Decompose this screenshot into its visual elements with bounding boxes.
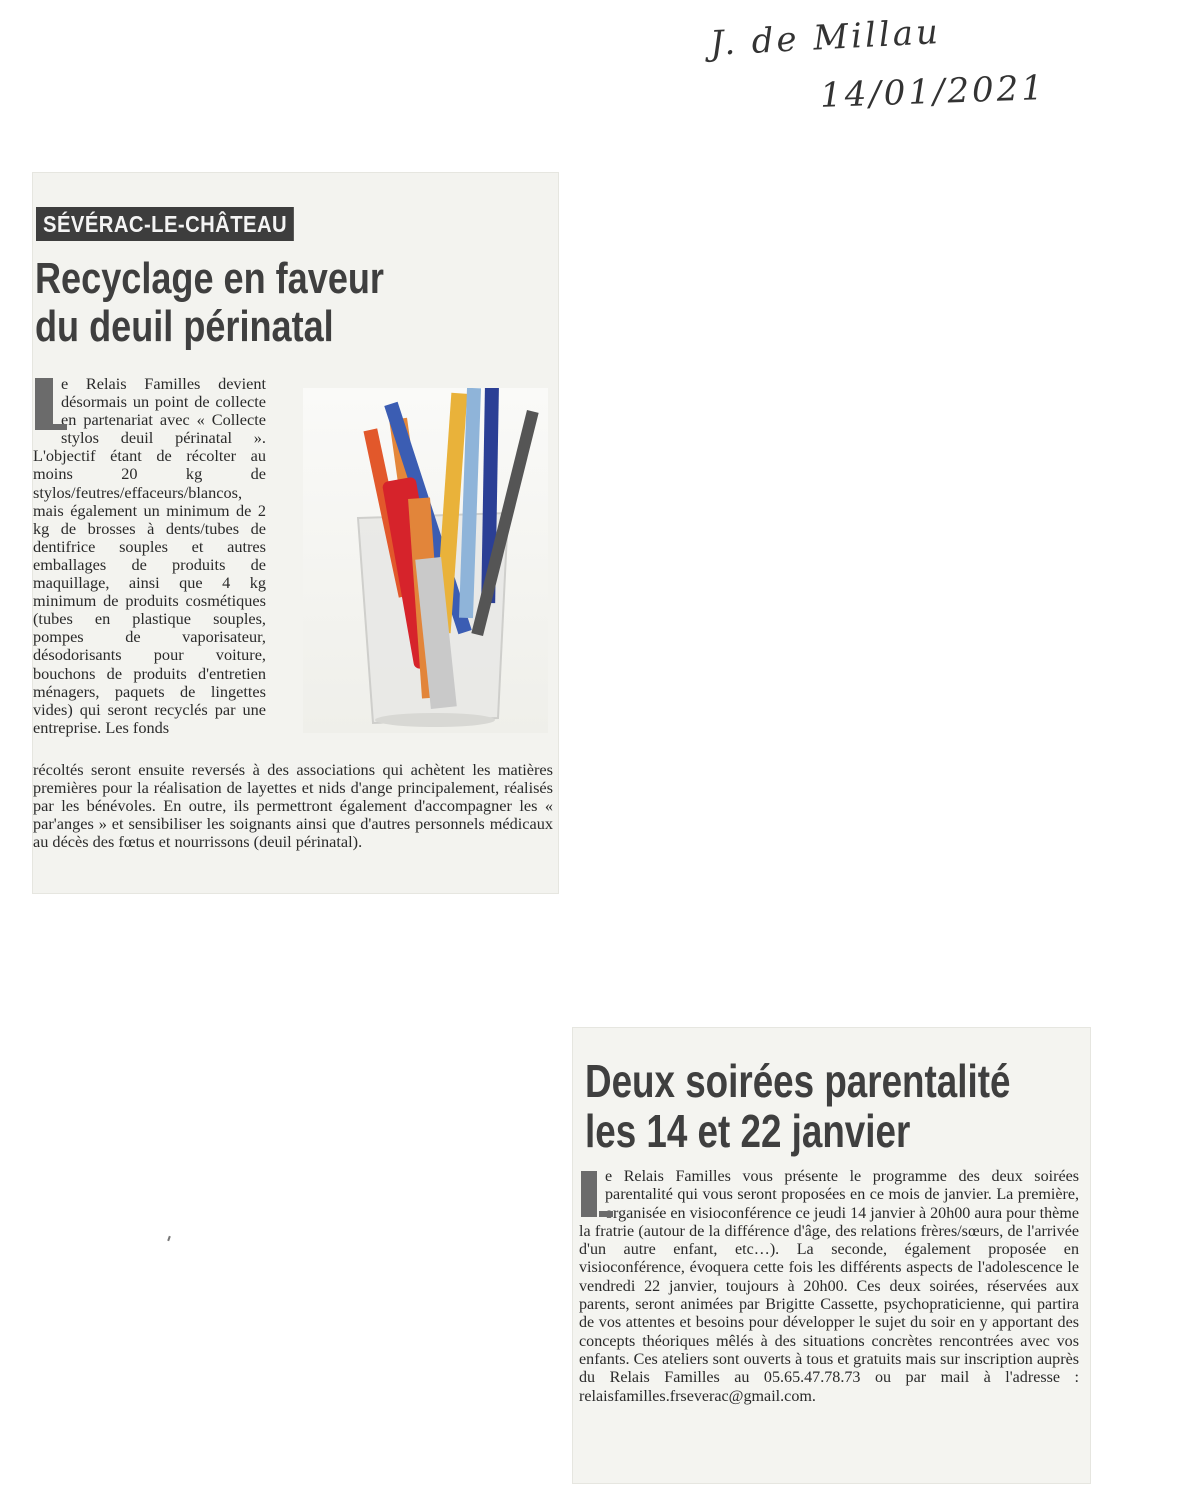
article-lead-text: e Relais Familles devient désormais un point de collecte en partenariat avec « Collecte stylos deuil périnatal ». L'objectif étant de récolter au moins 20 kg de stylos/feutres/effaceurs/blancos, mais également un minimum de 2 kg de brosses à dents/tubes de dentifrice souples et autres emballages de produits de maquillage, ainsi que 4 kg minimum de produits cosmétiques (tubes en plastique souples, pompes de vaporisateur, désodorisants pour voiture, bouchons de produits d'entretien ménagers, paquets de lingettes vides) qui seront recyclés par une entreprise. Les fonds	[33, 374, 266, 737]
article-headline	[35, 255, 384, 351]
article-body-text: e Relais Familles vous présente le programme des deux soirées parentalité qui vous seront proposées en ce mois de janvier. La première, organisée en visioconférence ce jeudi 14 janvier à 20h00 aura pour thème la fratrie (autour de la différence d'âge, des relations frères/sœurs, de l'arrivée d'un autre enfant, etc…). La seconde, également proposée en visioconférence, évoquera cette fois les différents aspects de l'adolescence le vendredi 22 janvier, toujours à 20h00. Ces deux soirées, réservées aux parents, seront animées par Brigitte Cassette, psychopraticienne, qui partira de vos attentes et besoins pour développer le sujet du soir en y apportant des concepts théoriques mêlés à des situations concrètes rencontrées avec vos enfants. Ces ateliers sont ouverts à tous et gratuits mais sur inscription auprès du Relais Familles au 05.65.47.78.73 ou par mail à l'adresse : relaisfamilles.frseverac@gmail.com.	[579, 1168, 1079, 1405]
article-kicker: SÉVÉRAC-LE-CHÂTEAU	[36, 207, 294, 241]
article-headline	[585, 1056, 1010, 1156]
headline-line-1: Recyclage en faveur	[35, 254, 384, 303]
annotation-date: 14/01/2021	[819, 68, 1047, 116]
headline-line-2: les 14 et 22 janvier	[585, 1105, 911, 1157]
annotation-source: J. de Millau	[709, 11, 942, 65]
article-continuation: récoltés seront ensuite reversés à des associations qui achètent les matières premières pour la réalisation de layettes et nids d'ange principalement, réalisés par les bénévoles. En outre, ils permettront également d'accompagner les « par'anges » et sensibiliser les soignants ainsi que d'autres personnels médicaux au décès des fœtus et nourrissons (deuil périnatal).	[33, 760, 553, 852]
headline-line-2: du deuil périnatal	[35, 302, 334, 351]
headline-line-1: Deux soirées parentalité	[585, 1055, 1011, 1107]
article-body	[579, 1168, 1079, 1406]
article-clipping-recyclage	[33, 173, 558, 893]
scan-speck	[167, 1236, 171, 1241]
pen-holder-illustration	[303, 388, 548, 733]
handwritten-annotation	[700, 10, 1120, 120]
dropcap-l-icon	[35, 378, 53, 430]
dropcap-l-icon	[581, 1171, 597, 1217]
pen-holder-photo	[303, 388, 548, 733]
article-lead-column	[33, 375, 266, 737]
article-clipping-parentalite	[573, 1028, 1090, 1483]
